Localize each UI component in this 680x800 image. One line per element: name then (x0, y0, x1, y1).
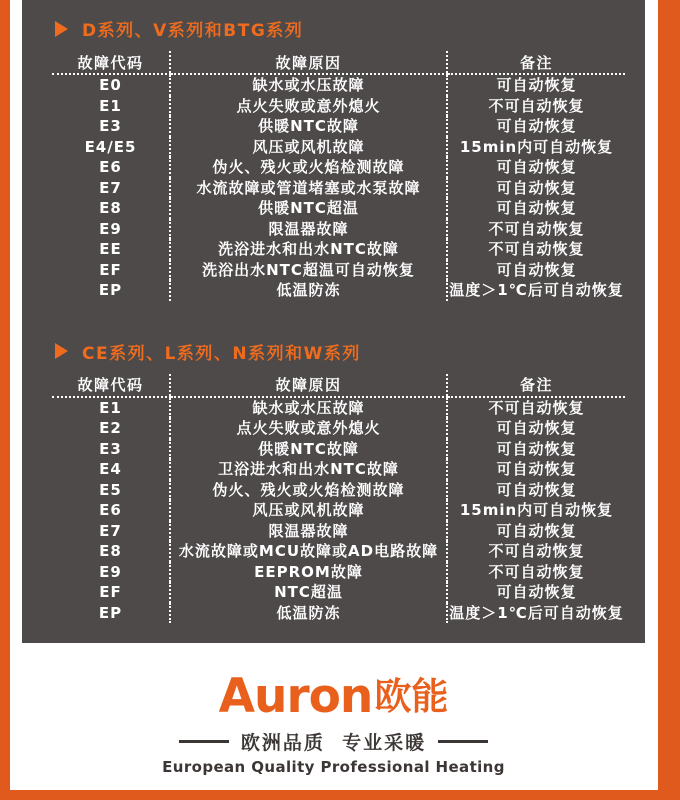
fault-cause-cell: 供暖NTC超温 (170, 198, 447, 219)
fault-code-cell: E8 (99, 199, 122, 217)
fault-code-cell: EF (99, 583, 122, 601)
remark-cell: 不可自动恢复 (447, 397, 625, 419)
table-row (52, 541, 625, 562)
remark-cell: 可自动恢复 (447, 459, 625, 480)
series-section-ce-l-n-w (22, 339, 645, 624)
remark-cell: 温度＞1℃后可自动恢复 (447, 603, 625, 624)
fault-cause-cell: 缺水或水压故障 (170, 74, 447, 96)
fault-table (52, 51, 625, 301)
fault-code-cell: E9 (99, 562, 122, 581)
fault-code-cell: E6 (99, 158, 122, 176)
col-header-fault-code: 故障代码 (52, 374, 170, 397)
table-row (52, 480, 625, 501)
brand-logo-cjk: 欧能 (374, 674, 449, 718)
fault-code-cell: E6 (99, 501, 122, 519)
section-title (55, 339, 645, 364)
fault-cause-cell: 低温防冻 (170, 280, 447, 301)
fault-cause-cell: 供暖NTC故障 (170, 439, 447, 460)
table-row (52, 439, 625, 460)
fault-code-cell: E1 (99, 398, 122, 417)
fault-table (52, 374, 625, 624)
triangle-bullet-icon (55, 21, 68, 37)
fault-code-cell: E8 (99, 542, 122, 560)
fault-code-cell: EP (98, 603, 123, 622)
fault-cause-cell: EEPROM故障 (170, 562, 447, 583)
left-accent-bar (0, 0, 10, 800)
remark-cell: 可自动恢复 (447, 418, 625, 439)
table-row (52, 157, 625, 178)
fault-cause-cell: 风压或风机故障 (170, 137, 447, 158)
fault-code-cell: E1 (99, 96, 122, 115)
fault-code-cell: E2 (99, 419, 122, 437)
fault-cause-cell: 伪火、残火或火焰检测故障 (170, 157, 447, 178)
fault-code-cell: E4 (99, 460, 122, 478)
table-row (52, 178, 625, 199)
table-row (52, 500, 625, 521)
remark-cell: 不可自动恢复 (447, 219, 625, 240)
tagline-right-dash (438, 740, 488, 743)
table-row (52, 260, 625, 281)
fault-code-cell: E5 (99, 480, 122, 499)
fault-cause-cell: 点火失败或意外熄火 (170, 96, 447, 117)
table-row (52, 418, 625, 439)
fault-cause-cell: 点火失败或意外熄火 (170, 418, 447, 439)
col-header-fault-code: 故障代码 (52, 51, 170, 74)
table-row (52, 562, 625, 583)
fault-code-cell: EF (99, 260, 122, 279)
right-accent-bar (658, 0, 680, 800)
remark-cell: 不可自动恢复 (447, 541, 625, 562)
fault-cause-cell: NTC超温 (170, 582, 447, 603)
bottom-accent-bar (0, 790, 680, 800)
fault-code-cell: E3 (99, 117, 122, 135)
table-row (52, 137, 625, 158)
brand-footer (22, 643, 645, 790)
col-header-fault-cause: 故障原因 (170, 51, 447, 74)
remark-cell: 可自动恢复 (447, 521, 625, 542)
remark-cell: 可自动恢复 (447, 178, 625, 199)
table-header-row (52, 374, 625, 397)
section-title (55, 16, 645, 41)
remark-cell: 可自动恢复 (447, 74, 625, 96)
table-row (52, 96, 625, 117)
table-header-row (52, 51, 625, 74)
remark-cell: 不可自动恢复 (447, 562, 625, 583)
triangle-bullet-icon (55, 343, 68, 359)
table-row (52, 239, 625, 260)
fault-cause-cell: 限温器故障 (170, 219, 447, 240)
remark-cell: 可自动恢复 (447, 439, 625, 460)
remark-cell: 不可自动恢复 (447, 96, 625, 117)
remark-cell: 可自动恢复 (447, 116, 625, 137)
section-title-text: D系列、V系列和BTG系列 (82, 21, 304, 41)
fault-code-cell: E7 (99, 178, 122, 197)
fault-cause-cell: 供暖NTC故障 (170, 116, 447, 137)
table-row (52, 459, 625, 480)
fault-cause-cell: 水流故障或MCU故障或AD电路故障 (170, 541, 447, 562)
table-row (52, 603, 625, 624)
remark-cell: 15min内可自动恢复 (447, 137, 625, 158)
remark-cell: 可自动恢复 (447, 157, 625, 178)
fault-code-cell: E7 (99, 521, 122, 540)
fault-cause-cell: 缺水或水压故障 (170, 397, 447, 419)
fault-cause-cell: 洗浴出水NTC超温可自动恢复 (170, 260, 447, 281)
table-row (52, 198, 625, 219)
brand-logo-latin: Auron (218, 668, 373, 724)
section-title-text: CE系列、L系列、N系列和W系列 (82, 343, 361, 364)
remark-cell: 可自动恢复 (447, 198, 625, 219)
col-header-fault-cause: 故障原因 (170, 374, 447, 397)
fault-cause-cell: 洗浴进水和出水NTC故障 (170, 239, 447, 260)
tagline-text: 欧洲品质 专业采暖 (240, 732, 427, 754)
tagline-left-dash (179, 740, 229, 743)
table-row (52, 280, 625, 301)
table-row (52, 116, 625, 137)
fault-code-cell: E4/E5 (84, 137, 137, 156)
table-row (52, 219, 625, 240)
brand-tagline-english: European Quality Professional Heating (162, 758, 505, 776)
table-row (52, 74, 625, 96)
series-section-d-v-btg (22, 16, 645, 301)
fault-code-cell: EE (99, 240, 122, 258)
fault-code-cell: E9 (99, 219, 122, 238)
fault-cause-cell: 限温器故障 (170, 521, 447, 542)
fault-code-cell: E0 (99, 76, 122, 94)
table-row (52, 582, 625, 603)
fault-cause-cell: 低温防冻 (170, 603, 447, 624)
fault-cause-cell: 水流故障或管道堵塞或水泵故障 (170, 178, 447, 199)
table-row (52, 521, 625, 542)
brand-tagline (22, 728, 645, 755)
remark-cell: 15min内可自动恢复 (447, 500, 625, 521)
col-header-remark: 备注 (447, 374, 625, 397)
remark-cell: 温度＞1℃后可自动恢复 (447, 280, 625, 301)
remark-cell: 可自动恢复 (447, 582, 625, 603)
fault-code-cell: E3 (99, 439, 122, 458)
fault-code-cell: EP (98, 281, 123, 299)
col-header-remark: 备注 (447, 51, 625, 74)
remark-cell: 可自动恢复 (447, 480, 625, 501)
brand-logo (22, 668, 645, 724)
fault-code-panel (22, 0, 645, 643)
fault-cause-cell: 伪火、残火或火焰检测故障 (170, 480, 447, 501)
fault-cause-cell: 卫浴进水和出水NTC故障 (170, 459, 447, 480)
remark-cell: 不可自动恢复 (447, 239, 625, 260)
fault-cause-cell: 风压或风机故障 (170, 500, 447, 521)
remark-cell: 可自动恢复 (447, 260, 625, 281)
table-row (52, 397, 625, 419)
